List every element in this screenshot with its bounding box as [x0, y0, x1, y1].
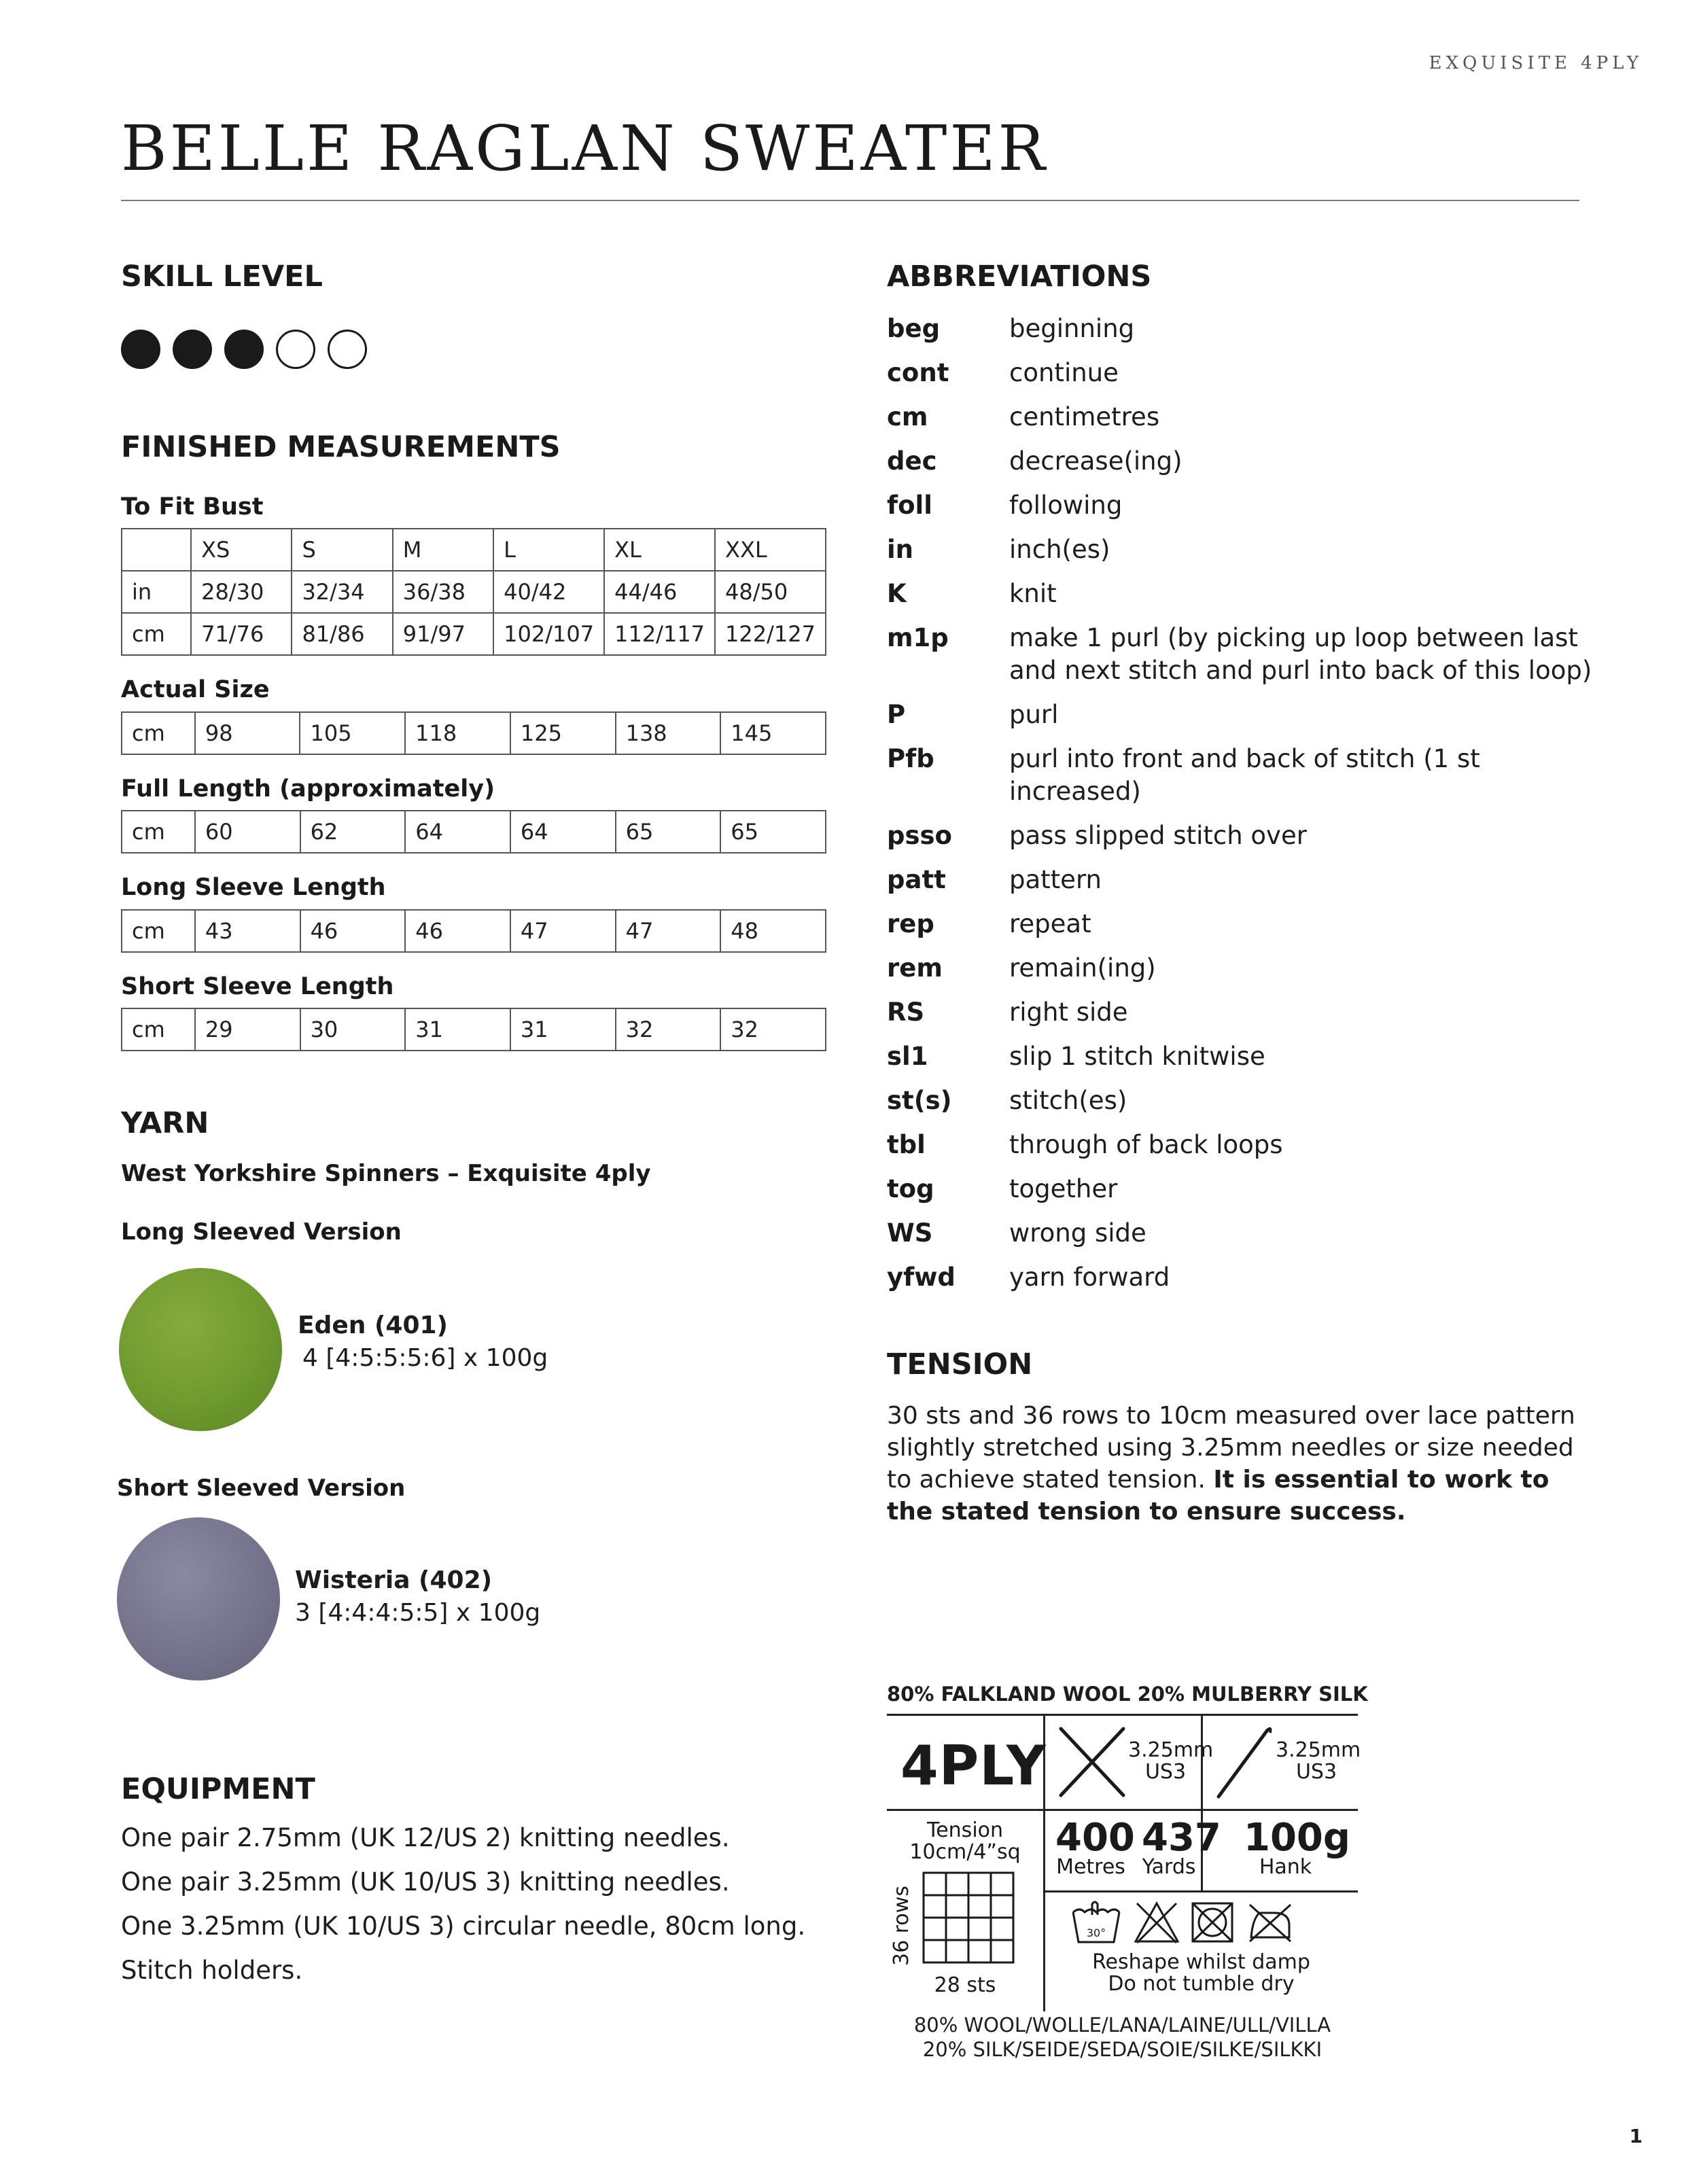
abbreviation-definition: together — [1009, 1174, 1118, 1203]
full-length-table — [121, 810, 826, 853]
table-cell: 65 — [616, 811, 721, 853]
table-row — [122, 1008, 826, 1051]
abbreviation-definition: through of back loops — [1009, 1130, 1283, 1159]
table-cell: in — [122, 571, 191, 613]
shade-amount-wisteria: 3 [4:4:4:5:5] x 100g — [295, 1599, 541, 1627]
fibre-wool-translation: 80% WOOL/WOLLE/LANA/LAINE/ULL/VILLA — [913, 2013, 1331, 2037]
table-cell: XXL — [715, 529, 826, 571]
table-cell: cm — [122, 613, 191, 655]
table-cell: 32 — [720, 1008, 826, 1051]
fibre-content-title: 80% FALKLAND WOOL 20% MULBERRY SILK — [887, 1683, 1368, 1706]
table-cell: 65 — [720, 811, 826, 853]
table-cell: 64 — [405, 811, 510, 853]
yarn-weight: 4PLY — [900, 1734, 1047, 1797]
abbreviation-definition: decrease(ing) — [1009, 446, 1183, 476]
abbreviation-row — [887, 445, 1600, 478]
table-row — [122, 910, 826, 952]
abbreviation-term: cm — [887, 402, 928, 431]
abbreviation-definition: knit — [1009, 579, 1057, 608]
finished-measurements-heading: FINISHED MEASUREMENTS — [121, 430, 561, 464]
table-row — [122, 571, 826, 613]
table-cell: 64 — [510, 811, 616, 853]
skill-dot-empty — [276, 330, 315, 369]
abbreviation-term: patt — [887, 865, 946, 894]
abbreviation-term: psso — [887, 821, 952, 850]
table-cell: 44/46 — [604, 571, 715, 613]
care-instruction-tumble: Do not tumble dry — [1108, 1972, 1295, 1996]
abbreviation-row — [887, 357, 1600, 389]
abbreviation-row — [887, 489, 1600, 522]
table-cell: 48 — [720, 910, 826, 952]
table-cell: XL — [604, 529, 715, 571]
equipment-item: One pair 3.25mm (UK 10/US 3) knitting needles. — [121, 1867, 730, 1897]
abbreviation-definition: inch(es) — [1009, 535, 1110, 564]
crochet-hook-icon — [1213, 1723, 1274, 1801]
tension-stitches: 28 sts — [934, 1973, 996, 1997]
to-fit-bust-label: To Fit Bust — [121, 493, 264, 521]
table-cell: 31 — [510, 1008, 616, 1051]
table-cell: 122/127 — [715, 613, 826, 655]
table-cell: 105 — [300, 712, 405, 754]
equipment-heading: EQUIPMENT — [121, 1772, 315, 1806]
do-not-iron-icon — [1246, 1901, 1295, 1944]
table-row — [122, 613, 826, 655]
table-cell: 91/97 — [393, 613, 493, 655]
table-cell: 98 — [195, 712, 300, 754]
full-length-label: Full Length (approximately) — [121, 775, 495, 803]
abbreviation-term: dec — [887, 446, 937, 476]
equipment-item: Stitch holders. — [121, 1956, 303, 1985]
table-row — [122, 811, 826, 853]
table-cell: S — [292, 529, 392, 571]
table-cell: 47 — [616, 910, 721, 952]
abbreviation-definition: following — [1009, 491, 1123, 520]
abbreviation-row — [887, 313, 1600, 345]
skill-dot-empty — [328, 330, 367, 369]
abbreviation-row — [887, 996, 1600, 1029]
yards-label: Yards — [1142, 1855, 1196, 1879]
abbreviation-row — [887, 401, 1600, 434]
fibre-silk-translation: 20% SILK/SEIDE/SEDA/SOIE/SILKE/SILKKI — [922, 2038, 1323, 2061]
abbreviation-definition: make 1 purl (by picking up loop between last and next stitch and purl into back of this loop) — [1009, 623, 1592, 685]
abbreviation-term: foll — [887, 491, 932, 520]
abbreviation-term: sl1 — [887, 1042, 928, 1071]
hank-weight: 100g — [1244, 1816, 1350, 1860]
abbreviation-term: RS — [887, 998, 925, 1027]
wash-temperature: 30° — [1086, 1926, 1106, 1939]
table-cell: cm — [122, 811, 195, 853]
shade-name-wisteria: Wisteria (402) — [295, 1566, 493, 1594]
equipment-item: One 3.25mm (UK 10/US 3) circular needle, 80cm long. — [121, 1912, 806, 1941]
abbreviation-row — [887, 908, 1600, 940]
table-cell: 32/34 — [292, 571, 392, 613]
length-yards: 437 — [1142, 1816, 1221, 1860]
abbreviation-definition: wrong side — [1009, 1218, 1146, 1248]
table-cell: 60 — [195, 811, 300, 853]
table-cell: 31 — [405, 1008, 510, 1051]
table-cell — [122, 529, 191, 571]
to-fit-bust-table — [121, 528, 826, 656]
hank-label: Hank — [1259, 1855, 1312, 1879]
tension-emphasis: It is essential to work to the stated tension to ensure success. — [887, 1466, 1549, 1526]
yarn-brand: West Yorkshire Spinners – Exquisite 4ply — [121, 1160, 651, 1187]
short-sleeved-version-label: Short Sleeved Version — [117, 1475, 406, 1502]
skill-dot-filled — [121, 330, 160, 369]
abbreviation-term: rem — [887, 953, 943, 983]
hook-us-size: US3 — [1295, 1760, 1337, 1784]
tension-rows: 36 rows — [890, 1886, 913, 1966]
abbreviation-term: m1p — [887, 623, 949, 652]
table-cell: L — [493, 529, 604, 571]
abbreviation-row — [887, 622, 1600, 687]
care-instruction-reshape: Reshape whilst damp — [1092, 1950, 1310, 1974]
table-cell: 46 — [300, 910, 406, 952]
table-cell: 145 — [720, 712, 826, 754]
long-sleeve-length-label: Long Sleeve Length — [121, 874, 386, 901]
table-cell: 28/30 — [191, 571, 292, 613]
tension-heading: TENSION — [887, 1348, 1033, 1381]
abbreviation-row — [887, 1129, 1600, 1161]
table-cell: 30 — [300, 1008, 406, 1051]
table-cell: cm — [122, 910, 195, 952]
tension-body: 30 sts and 36 rows to 10cm measured over lace pattern slightly stretched using 3.25mm needles or size needed to achieve stated tension. — [887, 1402, 1575, 1494]
abbreviation-row — [887, 820, 1600, 852]
page-title: BELLE RAGLAN SWEATER — [121, 112, 1048, 185]
abbreviation-row — [887, 864, 1600, 896]
table-cell: 102/107 — [493, 613, 604, 655]
long-sleeved-version-label: Long Sleeved Version — [121, 1218, 402, 1246]
abbreviation-definition: right side — [1009, 998, 1128, 1027]
metres-label: Metres — [1056, 1855, 1125, 1879]
table-cell: 29 — [195, 1008, 300, 1051]
abbreviation-term: beg — [887, 314, 941, 343]
do-not-bleach-icon — [1133, 1901, 1180, 1944]
abbreviation-definition: pass slipped stitch over — [1009, 821, 1307, 850]
ball-band-label — [887, 1714, 1361, 2011]
skill-dot-filled — [224, 330, 264, 369]
actual-size-table — [121, 711, 826, 755]
table-cell: 40/42 — [493, 571, 604, 613]
table-cell: 36/38 — [393, 571, 493, 613]
abbreviation-definition: purl — [1009, 700, 1059, 729]
abbreviation-term: st(s) — [887, 1086, 952, 1115]
hook-size: 3.25mm — [1276, 1738, 1361, 1762]
abbreviations-list — [887, 313, 1600, 1305]
abbreviation-row — [887, 1261, 1600, 1294]
table-cell: 47 — [510, 910, 616, 952]
abbreviation-definition: centimetres — [1009, 402, 1160, 431]
yarn-swatch-wisteria — [117, 1517, 280, 1680]
skill-level-heading: SKILL LEVEL — [121, 260, 323, 294]
abbreviation-row — [887, 1173, 1600, 1205]
needle-us-size: US3 — [1144, 1760, 1187, 1784]
abbreviation-row — [887, 1040, 1600, 1073]
shade-amount-eden: 4 [4:5:5:5:6] x 100g — [302, 1344, 548, 1372]
knitting-needles-icon — [1055, 1723, 1130, 1801]
table-cell: XS — [191, 529, 292, 571]
abbreviation-term: yfwd — [887, 1263, 956, 1292]
abbreviation-definition: slip 1 stitch knitwise — [1009, 1042, 1265, 1071]
table-cell: 48/50 — [715, 571, 826, 613]
needle-size: 3.25mm — [1128, 1738, 1214, 1762]
abbreviation-definition: repeat — [1009, 909, 1091, 938]
table-cell: 32 — [616, 1008, 721, 1051]
abbreviations-heading: ABBREVIATIONS — [887, 260, 1152, 294]
equipment-item: One pair 2.75mm (UK 12/US 2) knitting needles. — [121, 1823, 730, 1852]
table-row — [122, 529, 826, 571]
long-sleeve-length-table — [121, 909, 826, 953]
abbreviation-row — [887, 1217, 1600, 1250]
table-cell: 62 — [300, 811, 406, 853]
yarn-heading: YARN — [121, 1106, 209, 1140]
abbreviation-row — [887, 578, 1600, 610]
table-cell: 46 — [405, 910, 510, 952]
abbreviation-term: WS — [887, 1218, 933, 1248]
length-metres: 400 — [1055, 1816, 1135, 1860]
table-cell: 138 — [616, 712, 721, 754]
table-cell: cm — [122, 1008, 195, 1051]
table-cell: 81/86 — [292, 613, 392, 655]
abbreviation-definition: yarn forward — [1009, 1263, 1170, 1292]
abbreviation-term: in — [887, 535, 914, 564]
abbreviation-term: Pfb — [887, 744, 934, 773]
abbreviation-definition: pattern — [1009, 865, 1102, 894]
table-cell: 43 — [195, 910, 300, 952]
tension-grid-icon — [922, 1871, 1015, 1964]
fibre-translations — [887, 2013, 1358, 2062]
abbreviation-definition: remain(ing) — [1009, 953, 1156, 983]
abbreviation-definition: purl into front and back of stitch (1 st increased) — [1009, 744, 1480, 806]
abbreviation-term: P — [887, 700, 906, 729]
abbreviation-row — [887, 699, 1600, 731]
abbreviation-row — [887, 533, 1600, 566]
abbreviation-term: K — [887, 579, 907, 608]
actual-size-label: Actual Size — [121, 676, 270, 703]
short-sleeve-length-table — [121, 1008, 826, 1051]
abbreviation-definition: continue — [1009, 358, 1119, 387]
abbreviation-row — [887, 952, 1600, 985]
abbreviation-term: cont — [887, 358, 949, 387]
skill-dot-filled — [173, 330, 212, 369]
shade-name-eden: Eden (401) — [298, 1311, 448, 1339]
tension-text — [887, 1400, 1580, 1528]
page-number: 1 — [1629, 2125, 1643, 2147]
abbreviation-term: tbl — [887, 1130, 926, 1159]
table-row — [122, 712, 826, 754]
abbreviation-term: rep — [887, 909, 934, 938]
abbreviation-definition: beginning — [1009, 314, 1135, 343]
abbreviation-term: tog — [887, 1174, 934, 1203]
table-cell: 125 — [510, 712, 616, 754]
short-sleeve-length-label: Short Sleeve Length — [121, 973, 394, 1000]
skill-level-rating — [121, 330, 367, 369]
title-divider — [121, 200, 1579, 201]
running-head: EXQUISITE 4PLY — [1429, 53, 1643, 73]
abbreviation-definition: stitch(es) — [1009, 1086, 1127, 1115]
tension-square: 10cm/4”sq — [909, 1840, 1021, 1864]
table-cell: M — [393, 529, 493, 571]
abbreviation-row — [887, 743, 1600, 808]
do-not-tumble-dry-icon — [1190, 1901, 1235, 1944]
tension-label: Tension — [926, 1818, 1004, 1842]
table-cell: cm — [122, 712, 195, 754]
hand-wash-icon — [1069, 1899, 1123, 1946]
abbreviation-row — [887, 1085, 1600, 1117]
table-cell: 112/117 — [604, 613, 715, 655]
table-cell: 118 — [405, 712, 510, 754]
yarn-swatch-eden — [119, 1268, 282, 1431]
table-cell: 71/76 — [191, 613, 292, 655]
